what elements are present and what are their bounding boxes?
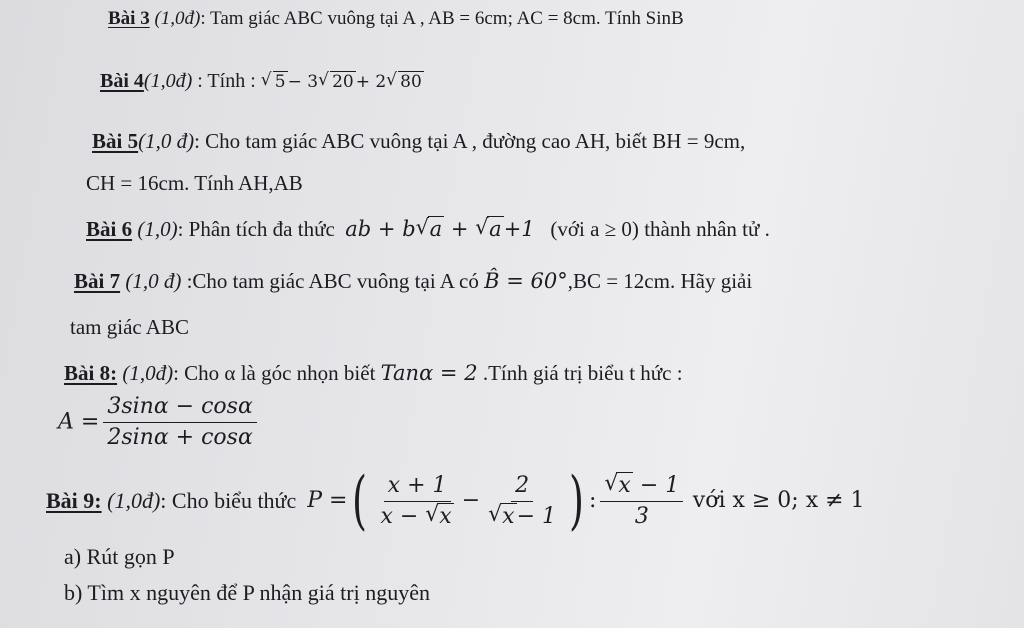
minus-sign: −	[461, 488, 481, 513]
problem-6-label: Bài 6	[86, 217, 133, 241]
left-paren: (	[352, 464, 368, 538]
problem-9-text: : Cho biểu thức	[160, 488, 297, 513]
problem-6	[86, 216, 770, 242]
problem-6-condition: (với a ≥ 0)	[550, 217, 639, 241]
problem-7	[74, 268, 752, 294]
expr-lhs: P =	[307, 488, 348, 513]
problem-8-tail: .Tính giá trị biểu t hức :	[482, 361, 683, 385]
problem-7-score: (1,0 đ)	[125, 269, 182, 293]
problem-5	[92, 128, 745, 154]
right-paren: )	[569, 464, 584, 538]
problem-9-condition: với x ≥ 0; x ≠ 1	[692, 488, 865, 513]
problem-7-label: Bài 7	[74, 269, 121, 293]
problem-7-angle: B̂ = 60°	[484, 269, 568, 293]
question-b: b) Tìm x nguyên để P nhận giá trị nguyên	[64, 580, 430, 605]
problem-4	[100, 68, 424, 95]
problem-7-line2: tam giác ABC	[70, 315, 189, 339]
fraction-2: 2 √ x− 1	[484, 473, 560, 530]
problem-6-score: (1,0)	[137, 217, 178, 241]
problem-4-label: Bài 4	[100, 70, 144, 92]
problem-7-tail: ,BC = 12cm. Hãy giải	[567, 269, 753, 293]
formula-denominator: 2sinα + cosα	[107, 425, 253, 450]
formula-lhs: A =	[58, 409, 100, 435]
problem-8	[64, 360, 683, 386]
problem-5-label: Bài 5	[92, 129, 139, 153]
problem-3	[108, 6, 684, 32]
problem-8-formula	[58, 394, 261, 451]
formula-fraction	[103, 394, 256, 451]
problem-3-score: (1,0đ)	[154, 8, 201, 29]
problem-8-score: (1,0đ)	[122, 361, 174, 385]
problem-6-expression: ab + b√ a + √ a+1	[345, 217, 534, 241]
formula-numerator: 3sinα − cosα	[103, 394, 256, 423]
problem-6-text: : Phân tích đa thức	[177, 217, 335, 241]
problem-3-text: : Tam giác ABC vuông tại A , AB = 6cm; AC = 8cm. Tính SinB	[200, 8, 684, 29]
problem-5-line2: CH = 16cm. Tính AH,AB	[86, 171, 303, 195]
problem-8-label: Bài 8:	[64, 361, 118, 385]
problem-5-text: : Cho tam giác ABC vuông tại A , đường cao AH, biết BH = 9cm,	[194, 129, 746, 153]
problem-9-score: (1,0đ)	[107, 488, 161, 513]
problem-8-text: : Cho α là góc nhọn biết	[173, 361, 376, 385]
problem-5-score: (1,0 đ)	[138, 129, 195, 153]
problem-8-expression: Tanα = 2	[380, 361, 478, 385]
fraction-1: $\frac{x + 1}{x - √ x}$	[376, 473, 457, 530]
problem-4-score: (1,0đ)	[143, 70, 193, 92]
question-a: a) Rút gọn P	[64, 544, 175, 569]
problem-7-text: :Cho tam giác ABC vuông tại A có	[186, 269, 479, 293]
fraction-3: √ $\frac{x - 1}{3}$	[600, 473, 683, 530]
problem-9-label: Bài 9:	[46, 488, 102, 513]
problem-9	[46, 466, 865, 536]
problem-4-text: : Tính :	[197, 70, 256, 92]
problem-3-label: Bài 3	[108, 8, 150, 29]
division-sign: :	[588, 488, 597, 513]
problem-4-expression: √ 5 − 3√ 20 + 2√ 80	[261, 72, 424, 92]
problem-6-tail: thành nhân tử .	[644, 217, 770, 241]
